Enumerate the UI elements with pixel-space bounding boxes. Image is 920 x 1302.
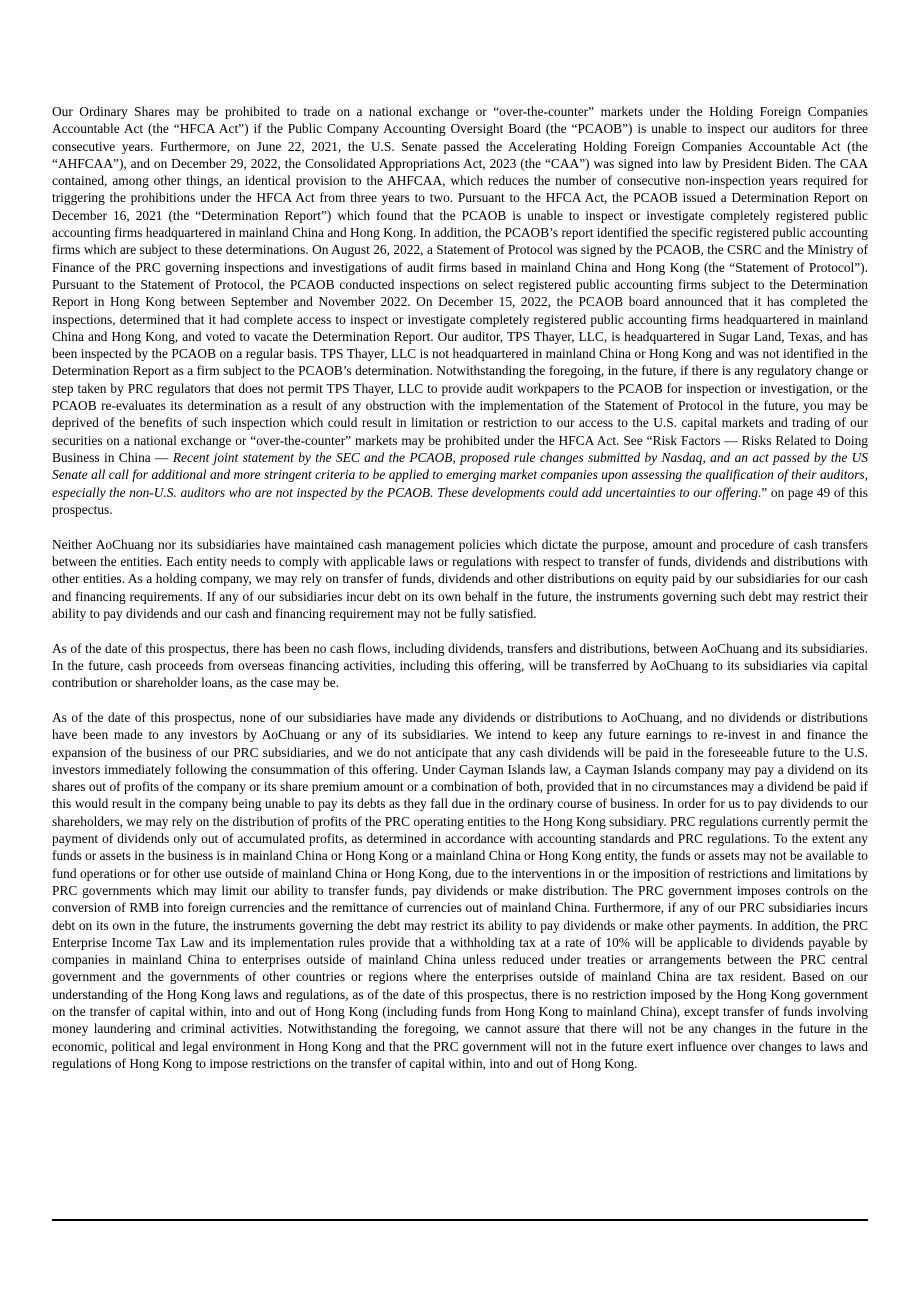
- paragraph-hfca-act: [52, 103, 868, 518]
- paragraph-cash-management: [52, 536, 868, 622]
- footer-divider: [52, 1219, 868, 1221]
- paragraph-cash-flows: [52, 640, 868, 692]
- paragraph-text: As of the date of this prospectus, there has been no cash flows, including dividends, transfers and distributions, between AoChuang and its subsidiaries. In the future, cash proceeds from overseas financing activities, including this offering, will be transferred by AoChuang to its subsidiaries via capital contribution or shareholder loans, as the case may be.: [52, 640, 868, 691]
- paragraph-text: As of the date of this prospectus, none of our subsidiaries have made any dividends or distributions to AoChuang, and no dividends or distributions have been made to any investors by AoChuang or any of its subsidiaries. We intend to keep any future earnings to re-invest in and finance the expansion of the business of our PRC subsidiaries, and we do not anticipate that any cash dividends will be paid in the foreseeable future to the U.S. investors immediately following the consummation of this offering. Under Cayman Islands law, a Cayman Islands company may pay a dividend on its shares out of profits of the company or its share premium amount or a combination of both, provided that in no circumstances may a dividend be paid if this would result in the company being unable to pay its debts as they fall due in the ordinary course of business. In order for us to pay dividends to our shareholders, we may rely on the distribution of profits of the PRC operating entities to the Hong Kong subsidiary. PRC regulations currently permit the payment of dividends only out of accumulated profits, as determined in accordance with accounting standards and PRC regulations. To the extent any funds or assets in the business is in mainland China or Hong Kong or a mainland China or Hong Kong entity, the funds or assets may not be available to fund operations or for other use outside of mainland China or Hong Kong, due to the interventions in or the imposition of restrictions and limitations by PRC governments which may limit our ability to transfer funds, pay dividends or make distribution. The PRC government imposes controls on the conversion of RMB into foreign currencies and the remittance of currencies out of mainland China. Furthermore, if any of our PRC subsidiaries incurs debt on its own in the future, the instruments governing the debt may restrict its ability to pay dividends or make other payments. In addition, the PRC Enterprise Income Tax Law and its implementation rules provide that a withholding tax at a rate of 10% will be applicable to dividends payable by companies in mainland China to enterprises outside of mainland China unless reduced under treaties or arrangements between the PRC central government and the governments of other countries or regions where the enterprises outside of mainland China are tax resident. Based on our understanding of the Hong Kong laws and regulations, as of the date of this prospectus, there is no restriction imposed by the Hong Kong government on the transfer of capital within, into and out of Hong Kong (including funds from Hong Kong to mainland China), except transfer of funds involving money laundering and criminal activities. Notwithstanding the foregoing, we cannot assure that there will not be any changes in the future in the economic, political and legal environment in Hong Kong and that the PRC government will not in the future exert influence over changes to laws and regulations of Hong Kong to impose restrictions on the transfer of capital within, into and out of Hong Kong.: [52, 710, 868, 1071]
- paragraph-dividends: [52, 709, 868, 1072]
- document-page: [52, 103, 868, 1090]
- risk-factor-title-italic: Recent joint statement by the SEC and the PCAOB, proposed rule changes submitted by Nasdaq, and an act passed by the US Senate all call for additional and more stringent criteria to be applied to emerging market companies upon assessing the qualification of their auditors, especially the non-U.S. auditors who are not inspected by the PCAOB. These developments could add uncertainties to our offering: [52, 449, 868, 500]
- paragraph-text: Neither AoChuang nor its subsidiaries have maintained cash management policies which dictate the purpose, amount and procedure of cash transfers between the entities. Each entity needs to comply with applicable laws or regulations with respect to transfer of funds, dividends and distributions with other entities. As a holding company, we may rely on transfer of funds, dividends and other distributions on equity paid by our subsidiaries for our cash and financing requirements. If any of our subsidiaries incur debt on its own behalf in the future, the instruments governing such debt may restrict their ability to pay dividends and our cash and financing requirement may not be fully satisfied.: [52, 536, 868, 621]
- paragraph-text: .” on page 49 of this prospectus.: [52, 484, 869, 517]
- paragraph-text: Our Ordinary Shares may be prohibited to trade on a national exchange or “over-the-counter” markets under the Holding Foreign Companies Accountable Act (the “HFCA Act”) if the Public Company Accounting Oversight Board (the “PCAOB”) is unable to inspect our auditors for three consecutive years. Furthermore, on June 22, 2021, the U.S. Senate passed the Accelerating Holding Foreign Companies Accountable Act (the “AHFCAA”), and on December 29, 2022, the Consolidated Appropriations Act, 2023 (the “CAA”) was signed into law by President Biden. The CAA contained, among other things, an identical provision to the AHFCAA, which reduces the number of consecutive non-inspection years required for triggering the prohibitions under the HFCA Act from three years to two. Pursuant to the HFCA Act, the PCAOB issued a Determination Report on December 16, 2021 (the “Determination Report”) which found that the PCAOB is unable to inspect or investigate completely registered public accounting firms headquartered in mainland China and Hong Kong. In addition, the PCAOB’s report identified the specific registered public accounting firms which are subject to these determinations. On August 26, 2022, a Statement of Protocol was signed by the PCAOB, the CSRC and the Ministry of Finance of the PRC governing inspections and investigations of audit firms based in mainland China and Hong Kong (the “Statement of Protocol”). Pursuant to the Statement of Protocol, the PCAOB conducted inspections on select registered public accounting firms subject to the Determination Report in Hong Kong between September and November 2022. On December 15, 2022, the PCAOB board announced that it has completed the inspections, determined that it had complete access to inspect or investigate completely registered public accounting firms headquartered in mainland China and Hong Kong, and voted to vacate the Determination Report. Our auditor, TPS Thayer, LLC, is headquartered in Sugar Land, Texas, and has been inspected by the PCAOB on a regular basis. TPS Thayer, LLC is not headquartered in mainland China or Hong Kong and was not identified in the Determination Report as a firm subject to the PCAOB’s determination. Notwithstanding the foregoing, in the future, if there is any regulatory change or step taken by PRC regulators that does not permit TPS Thayer, LLC to provide audit workpapers to the PCAOB for inspection or investigation, or the PCAOB re-evaluates its determination as a result of any obstruction with the implementation of the Statement of Protocol in the future, you may be deprived of the benefits of such inspection which could result in limitation or restriction to our access to the U.S. capital markets and trading of our securities on a national exchange or “over-the-counter” markets may be prohibited under the HFCA Act. See “Risk Factors — Risks Related to Doing Business in China —: [52, 104, 868, 465]
